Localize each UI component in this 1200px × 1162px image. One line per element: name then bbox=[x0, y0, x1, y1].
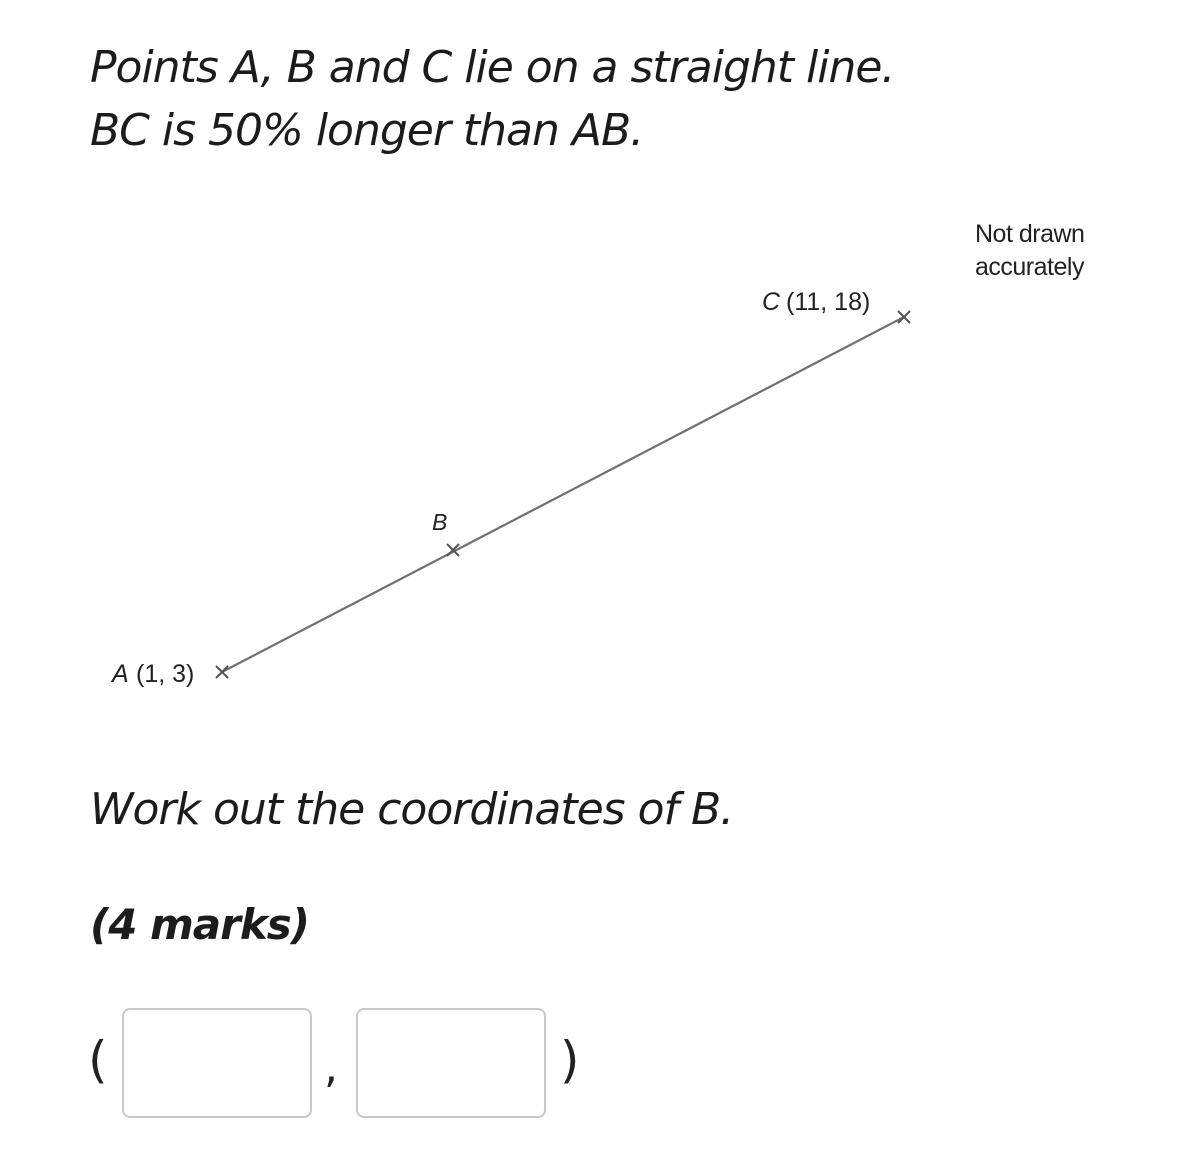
point-b-name: B bbox=[432, 509, 448, 535]
coordinate-separator: , bbox=[324, 1042, 338, 1093]
question-line-1: Points A, B and C lie on a straight line. bbox=[90, 42, 895, 93]
question-prompt: Work out the coordinates of B. bbox=[90, 784, 734, 835]
cross-marker-a bbox=[216, 666, 228, 678]
question-line-2: BC is 50% longer than AB. bbox=[90, 105, 644, 156]
y-coordinate-input[interactable] bbox=[356, 1008, 546, 1118]
open-parenthesis: ( bbox=[88, 1031, 108, 1089]
point-a-name: A bbox=[112, 660, 129, 688]
note-line-2: accurately bbox=[975, 253, 1084, 281]
note-line-1: Not drawn bbox=[975, 220, 1085, 248]
cross-marker-c bbox=[898, 311, 910, 323]
answer-coordinates-row bbox=[84, 1006, 604, 1122]
marks-label: (4 marks) bbox=[90, 900, 309, 949]
not-drawn-accurately-note bbox=[975, 218, 1084, 284]
line-ac bbox=[222, 317, 904, 672]
point-c-name: C bbox=[762, 288, 781, 316]
point-a-coords: (1, 3) bbox=[136, 660, 195, 688]
close-parenthesis: ) bbox=[560, 1031, 580, 1089]
point-c-coords: (11, 18) bbox=[786, 288, 871, 316]
x-coordinate-input[interactable] bbox=[122, 1008, 312, 1118]
